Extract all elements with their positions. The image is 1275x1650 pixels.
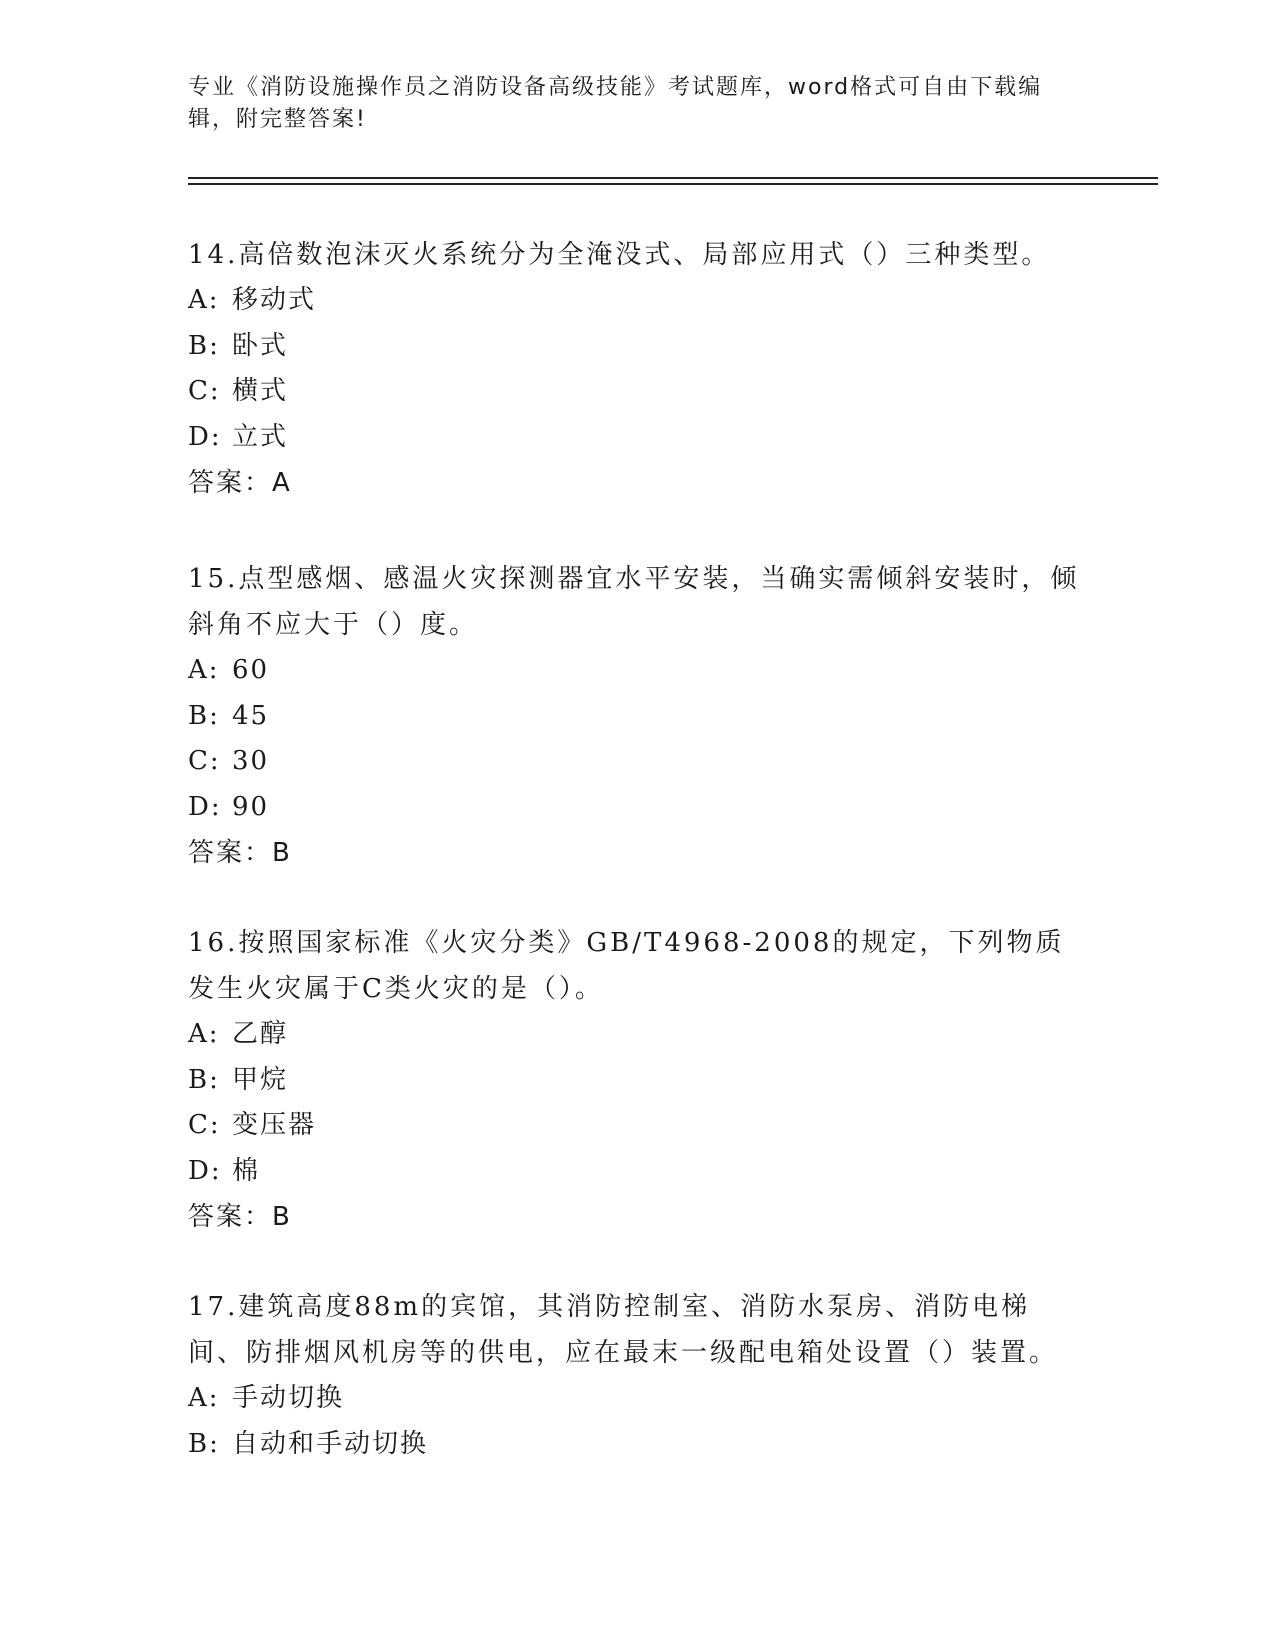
option-text: 变压器	[232, 1110, 317, 1140]
option-key: B:	[188, 1428, 220, 1459]
option-b	[188, 694, 1088, 740]
option-b	[188, 1422, 1088, 1468]
option-a	[188, 648, 1088, 694]
option-key: B:	[188, 1064, 220, 1095]
option-key: D:	[188, 1155, 222, 1186]
option-text: 乙醇	[232, 1019, 289, 1049]
option-b	[188, 324, 1088, 370]
question-text: 17.建筑高度88m的宾馆，其消防控制室、消防水泵房、消防电梯间、防排烟风机房等的供电，应在最末一级配电箱处设置（）装置。	[188, 1292, 1059, 1368]
answer-line: 答案：B	[188, 838, 292, 868]
option-d	[188, 785, 1088, 831]
option-key: C:	[188, 376, 221, 406]
question-14	[188, 232, 1088, 506]
question-15	[188, 556, 1088, 876]
option-key: D:	[188, 421, 222, 452]
option-key: B:	[188, 700, 220, 731]
option-text: 45	[232, 700, 270, 731]
option-d	[188, 415, 1088, 461]
option-text: 棉	[232, 1155, 261, 1186]
option-key: A:	[188, 1383, 220, 1413]
option-text: 卧式	[232, 330, 289, 361]
question-text: 16.按照国家标准《火灾分类》GB/T4968-2008的规定，下列物质发生火灾属于C类火灾的是（）。	[188, 928, 1065, 1004]
option-text: 自动和手动切换	[232, 1428, 429, 1459]
header-divider-bottom	[188, 183, 1158, 185]
option-key: C:	[188, 746, 221, 776]
option-text: 90	[232, 791, 270, 822]
option-key: B:	[188, 330, 220, 361]
option-c	[188, 739, 1088, 785]
option-text: 横式	[232, 376, 289, 406]
option-b	[188, 1058, 1088, 1104]
option-c	[188, 1103, 1088, 1149]
answer-line: 答案：B	[188, 1202, 292, 1232]
question-text: 14.高倍数泡沫灭火系统分为全淹没式、局部应用式（）三种类型。	[188, 240, 1051, 270]
option-a	[188, 1012, 1088, 1058]
question-17	[188, 1284, 1088, 1467]
option-text: 30	[232, 746, 270, 776]
option-a	[188, 1376, 1088, 1422]
option-a	[188, 278, 1088, 324]
document-intro: 专业《消防设施操作员之消防设备高级技能》考试题库，word格式可自由下载编辑，附完整答案!	[188, 75, 1043, 132]
option-text: 移动式	[232, 285, 317, 315]
option-key: D:	[188, 791, 222, 822]
option-key: A:	[188, 1019, 220, 1049]
option-key: A:	[188, 285, 220, 315]
answer-line: 答案：A	[188, 468, 292, 498]
option-text: 60	[232, 655, 270, 685]
option-text: 手动切换	[232, 1383, 345, 1413]
question-16	[188, 920, 1088, 1240]
option-key: A:	[188, 655, 220, 685]
question-text: 15.点型感烟、感温火灾探测器宜水平安装，当确实需倾斜安装时，倾斜角不应大于（）度。	[188, 564, 1080, 640]
option-text: 甲烷	[232, 1064, 289, 1095]
option-c	[188, 369, 1088, 415]
option-key: C:	[188, 1110, 221, 1140]
option-d	[188, 1149, 1088, 1195]
header-divider-top	[188, 177, 1158, 179]
option-text: 立式	[232, 421, 289, 452]
